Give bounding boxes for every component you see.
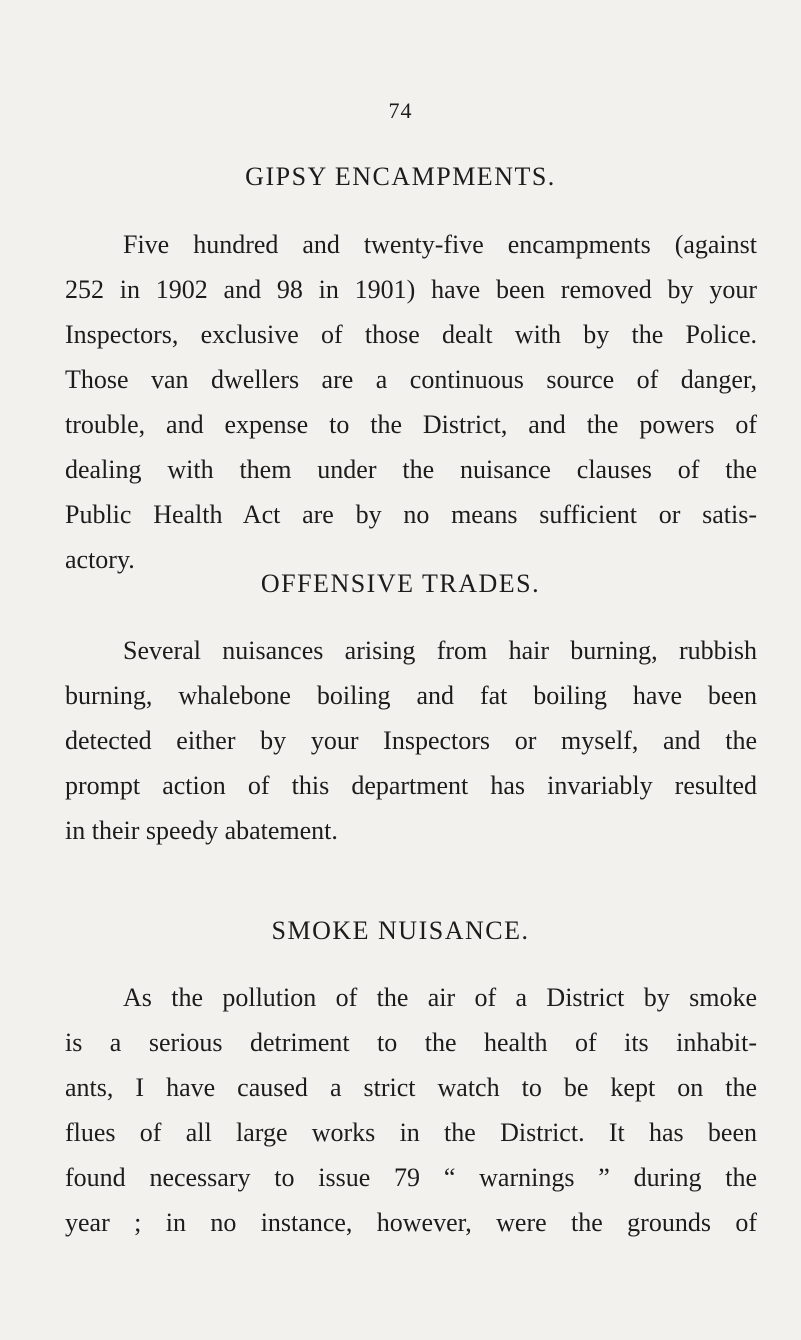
text-line: Several nuisances arising from hair burning, rubbish (123, 636, 757, 665)
page-number: 74 (388, 98, 413, 123)
text-line: Five hundred and twenty-five encampments (against (123, 230, 757, 259)
text-line: As the pollution of the air of a District by smoke (123, 983, 757, 1012)
text-line: burning, whalebone boiling and fat boiling have been (65, 681, 757, 710)
paragraph-gipsy-encampments (65, 222, 757, 582)
text-line: year ; in no instance, however, were the grounds of (65, 1208, 757, 1237)
text-line: flues of all large works in the District. It has been (65, 1118, 757, 1147)
paragraph-offensive-trades (65, 628, 757, 853)
text-line: 252 in 1902 and 98 in 1901) have been removed by your (65, 275, 757, 304)
text-line: Those van dwellers are a continuous source of danger, (65, 365, 757, 394)
paragraph-smoke-nuisance (65, 975, 757, 1245)
text-line: dealing with them under the nuisance clauses of the (65, 455, 757, 484)
text-line: ants, I have caused a strict watch to be kept on the (65, 1073, 757, 1102)
text-line: is a serious detriment to the health of its inhabit- (65, 1028, 757, 1057)
section-heading-offensive-trades: OFFENSIVE TRADES. (260, 569, 541, 598)
text-line: detected either by your Inspectors or myself, and the (65, 726, 757, 755)
text-line: trouble, and expense to the District, and the powers of (65, 410, 757, 439)
text-line: Inspectors, exclusive of those dealt with by the Police. (65, 320, 757, 349)
text-line: found necessary to issue 79 “ warnings ” during the (65, 1163, 757, 1192)
text-line: Public Health Act are by no means sufficient or satis- (65, 500, 757, 529)
text-line: prompt action of this department has invariably resulted (65, 771, 757, 800)
text-line: in their speedy abatement. (65, 816, 338, 845)
section-heading-gipsy-encampments: GIPSY ENCAMPMENTS. (245, 162, 556, 191)
text-line: actory. (65, 545, 135, 574)
section-heading-smoke-nuisance: SMOKE NUISANCE. (271, 916, 530, 945)
